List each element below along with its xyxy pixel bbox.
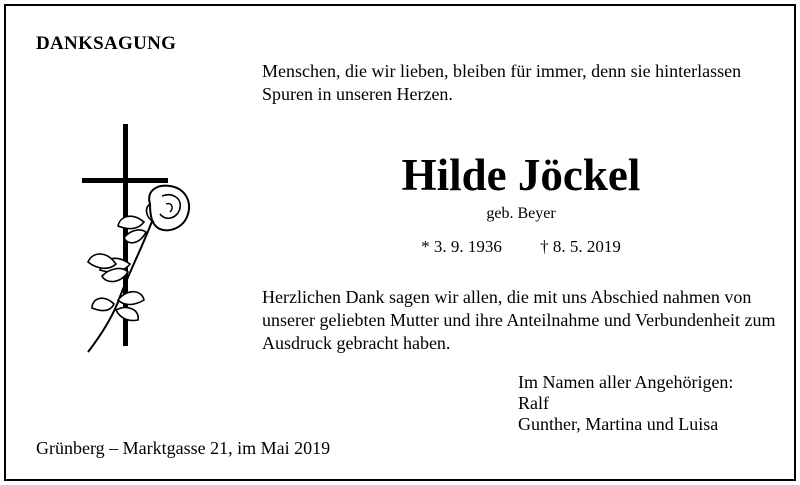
obituary-notice [4,4,796,481]
signoff-line-2: Ralf [518,393,549,413]
deceased-name: Hilde Jöckel [401,150,641,200]
signoff-line-1: Im Namen aller Angehörigen: [518,372,734,392]
signoff-line-3: Gunther, Martina und Luisa [518,414,719,434]
place-and-date: Grünberg – Marktgasse 21, im Mai 2019 [36,438,331,458]
cross-horizontal-bar [82,178,168,183]
birth-date: * 3. 9. 1936 [421,237,502,256]
rose-bloom [147,186,190,231]
cross-with-rose-icon [66,124,206,356]
thanks-text: Herzlichen Dank sagen wir allen, die mit uns Abschied nahmen von unserer geliebten Mutter und ihre Anteilnahme und Verbundenheit zum Ausdruck gebracht haben. [262,287,776,353]
signoff-block [518,372,733,435]
death-date: † 8. 5. 2019 [540,237,621,256]
notice-heading: DANKSAGUNG [36,33,177,54]
motto-text: Menschen, die wir lieben, bleiben für immer, denn sie hinterlassen Spuren in unseren Herzen. [262,61,742,104]
maiden-name: geb. Beyer [486,205,556,222]
life-dates [262,237,780,257]
